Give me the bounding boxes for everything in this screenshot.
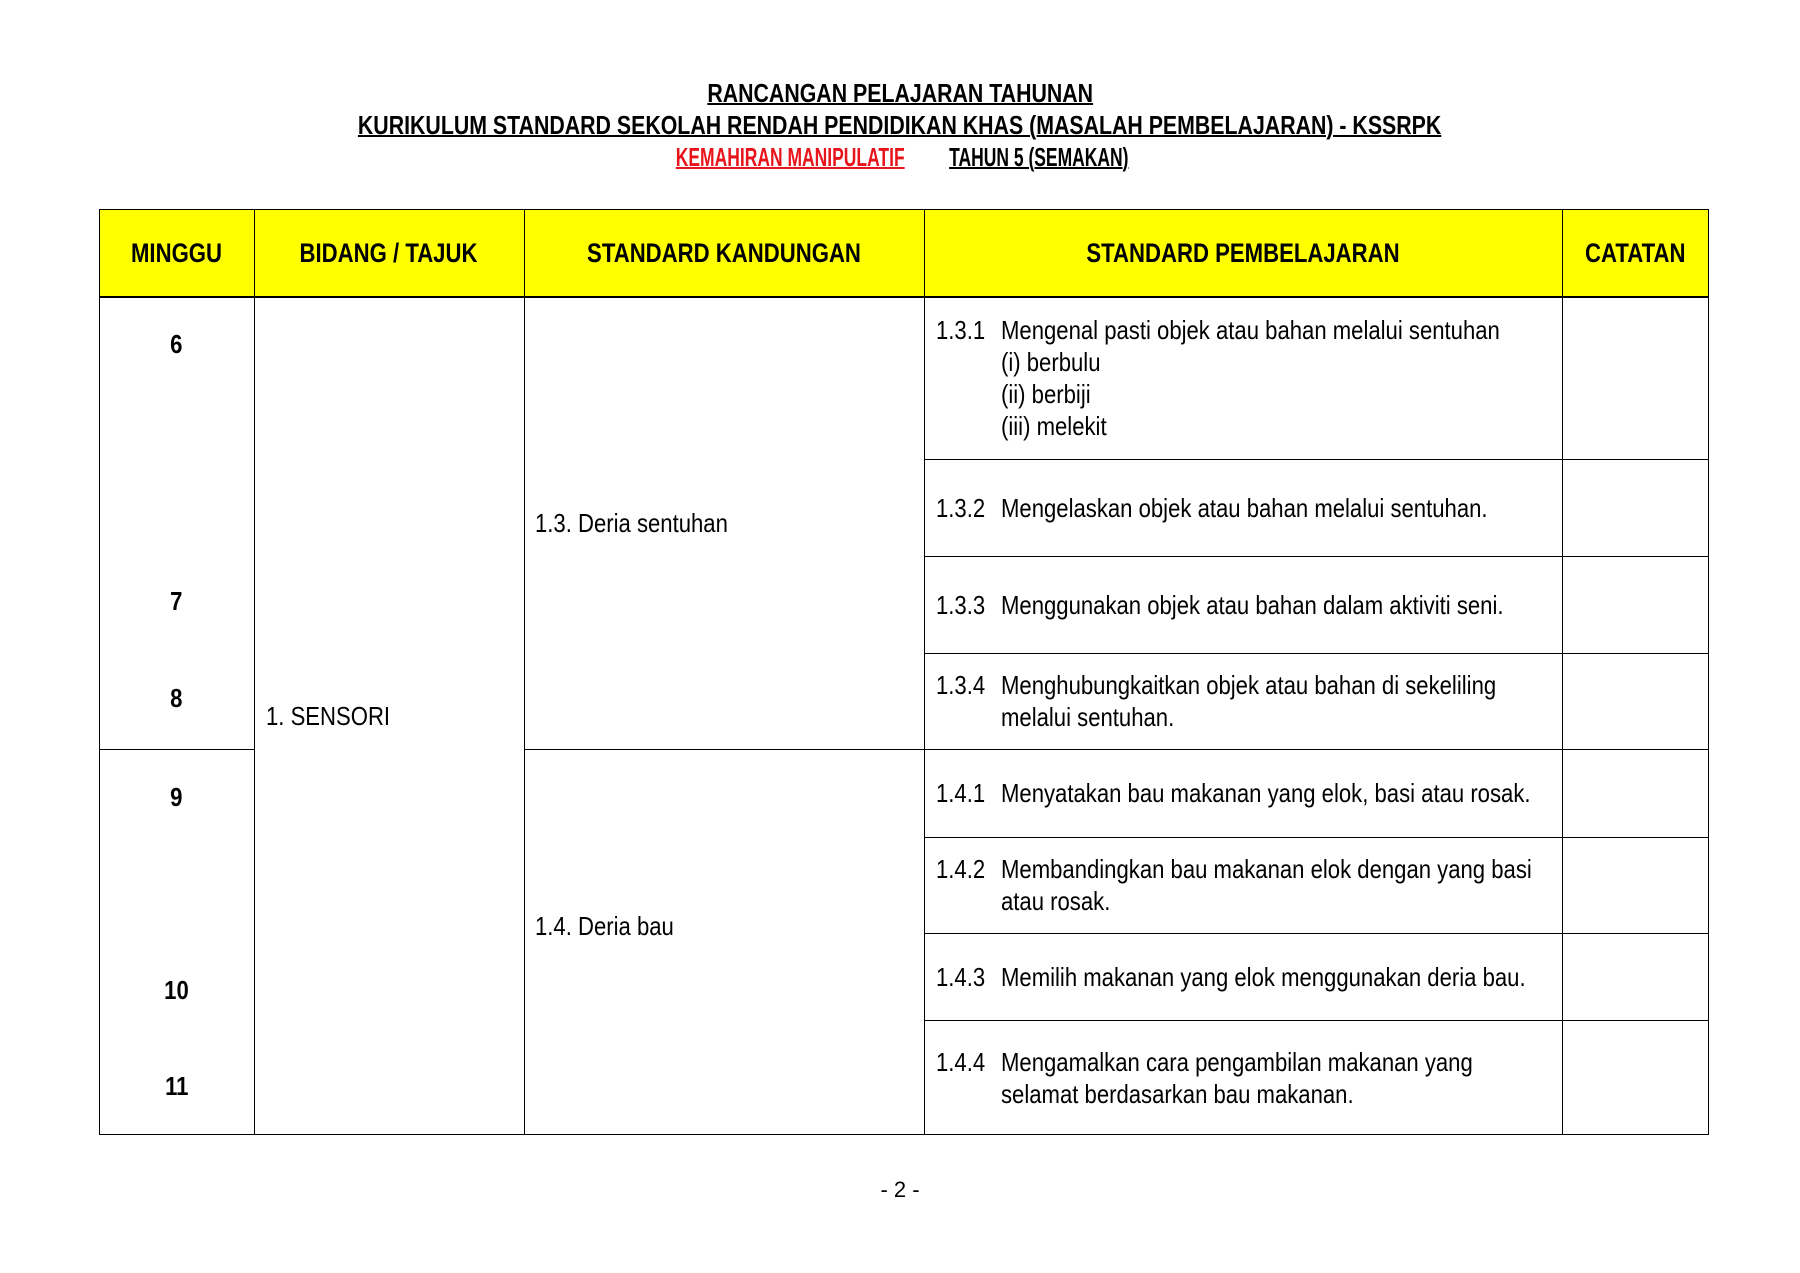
subject-rest: TAHUN 5 (SEMAKAN) xyxy=(949,142,1130,172)
header-minggu: MINGGU xyxy=(130,237,223,268)
week-number: 6 xyxy=(170,329,183,359)
border xyxy=(924,933,1709,934)
border xyxy=(924,556,1709,557)
week-number: 10 xyxy=(164,975,189,1005)
border xyxy=(254,209,255,1135)
doc-title: RANCANGAN PELAJARAN TAHUNAN xyxy=(707,78,1093,108)
border xyxy=(524,209,525,1135)
bidang-cell: 1. SENSORI xyxy=(266,701,391,731)
week-number: 11 xyxy=(164,1071,189,1101)
page-number: - 2 - xyxy=(880,1177,920,1202)
header-pembelajaran: STANDARD PEMBELAJARAN xyxy=(1086,237,1400,268)
kandungan-cell: 1.3. Deria sentuhan xyxy=(535,508,728,538)
border xyxy=(924,1020,1709,1021)
doc-subject xyxy=(0,142,1800,173)
subject-red: KEMAHIRAN MANIPULATIF xyxy=(676,142,906,172)
week-number: 7 xyxy=(170,586,183,616)
header-kandungan: STANDARD KANDUNGAN xyxy=(587,237,861,268)
header-catatan: CATATAN xyxy=(1585,237,1686,268)
border xyxy=(924,837,1709,838)
border xyxy=(99,1134,1709,1135)
kandungan-cell: 1.4. Deria bau xyxy=(535,911,674,941)
border xyxy=(99,749,254,750)
week-number: 8 xyxy=(170,683,183,713)
border xyxy=(924,209,925,1135)
border xyxy=(524,749,1709,750)
header-bidang: BIDANG / TAJUK xyxy=(300,237,478,268)
doc-subtitle: KURIKULUM STANDARD SEKOLAH RENDAH PENDIDIKAN KHAS (MASALAH PEMBELAJARAN) - KSSRPK xyxy=(358,110,1442,140)
border xyxy=(924,459,1709,460)
border xyxy=(1708,209,1709,1135)
border xyxy=(99,296,1709,298)
border xyxy=(924,653,1709,654)
week-number: 9 xyxy=(170,782,183,812)
border xyxy=(99,209,1709,210)
